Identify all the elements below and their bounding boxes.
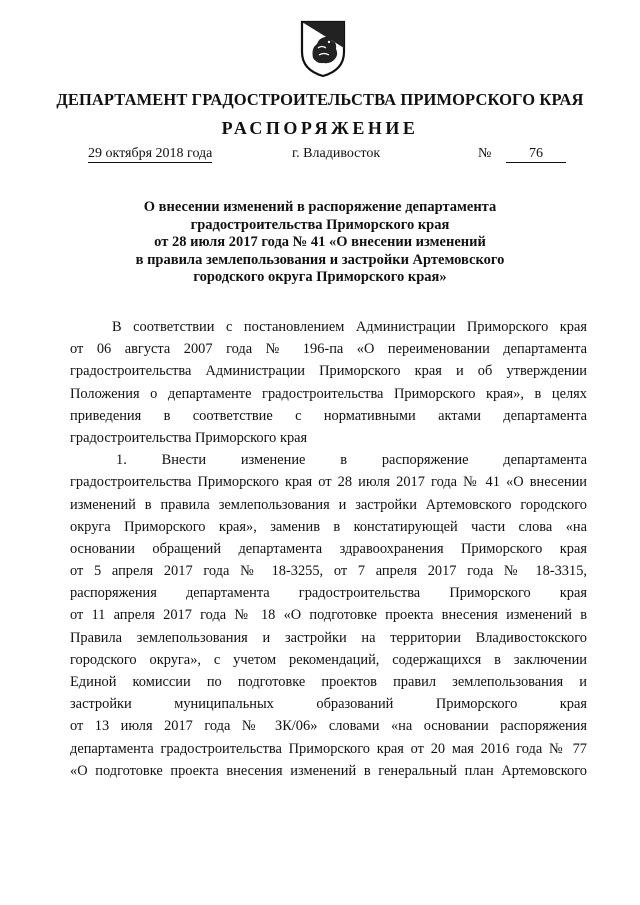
document-title bbox=[120, 199, 520, 287]
document-body bbox=[70, 316, 587, 782]
preamble-line: В соответствии с постановлением Администрации Приморского края bbox=[112, 319, 587, 335]
department-name: ДЕПАРТАМЕНТ ГРАДОСТРОИТЕЛЬСТВА ПРИМОРСКОГО КРАЯ bbox=[56, 90, 584, 109]
item1-line: Правила землепользования и застройки на территории Владивостокского bbox=[70, 629, 587, 646]
item1-line: застройки муниципальных образований Приморского края bbox=[70, 696, 587, 713]
preamble-line: приведения в соответствие с нормативными актами департамента bbox=[70, 407, 587, 424]
item1-line: Единой комиссии по подготовке проектов правил землепользования и bbox=[70, 674, 587, 690]
title-line: от 28 июля 2017 года № 41 «О внесении изменений bbox=[154, 234, 486, 250]
item1-line: от 11 апреля 2017 года № 18 «О подготовке проекта внесения изменений в bbox=[70, 607, 587, 624]
item1-line: 1. Внести изменение в распоряжение департамента bbox=[116, 452, 587, 469]
preamble-line: Положения о департаменте градостроительства Приморского края», в целях bbox=[70, 385, 587, 402]
title-line: градостроительства Приморского края bbox=[190, 216, 450, 233]
item1-line: градостроительства Приморского края от 28 июля 2017 года № 41 «О внесении bbox=[70, 474, 587, 491]
coat-of-arms-emblem bbox=[299, 18, 347, 78]
item1-line: от 13 июля 2017 года № ЗК/06» словами «на основании распоряжения bbox=[70, 718, 587, 735]
preamble-line: градостроительства Приморского края bbox=[70, 429, 308, 446]
preamble-line: от 06 августа 2007 года № 196-па «О переименовании департамента bbox=[70, 341, 587, 358]
title-line: О внесении изменений в распоряжение департамента bbox=[143, 199, 497, 215]
title-line: городского округа Приморского края» bbox=[193, 269, 447, 285]
item1-line: округа Приморского края», заменив в констатирующей части слова «на bbox=[70, 518, 587, 535]
item1-line: департамента градостроительства Приморского края от 20 мая 2016 года № 77 bbox=[70, 740, 587, 757]
item1-line: от 5 апреля 2017 года № 18-3255, от 7 апреля 2017 года № 18-3315, bbox=[70, 563, 587, 580]
document-number: 76 bbox=[506, 146, 566, 163]
item1-line: распоряжения департамента градостроительства Приморского края bbox=[70, 585, 587, 602]
document-type: РАСПОРЯЖЕНИЕ bbox=[221, 118, 419, 138]
document-date: 29 октября 2018 года bbox=[88, 146, 213, 161]
title-line: в правила землепользования и застройки Артемовского bbox=[135, 251, 505, 268]
document-number-label: № bbox=[478, 146, 492, 161]
item1-line: городского округа», с учетом рекомендаций, содержащихся в заключении bbox=[70, 651, 587, 668]
preamble-line: градостроительства Администрации Приморского края и об утверждении bbox=[70, 363, 587, 380]
document-city: г. Владивосток bbox=[292, 146, 381, 161]
item1-line: основании обращений департамента здравоохранения Приморского края bbox=[70, 540, 587, 557]
item1-line: изменений в правила землепользования и застройки Артемовского городского bbox=[70, 496, 587, 513]
item1-line: «О подготовке проекта внесения изменений в генеральный план Артемовского bbox=[70, 762, 587, 779]
